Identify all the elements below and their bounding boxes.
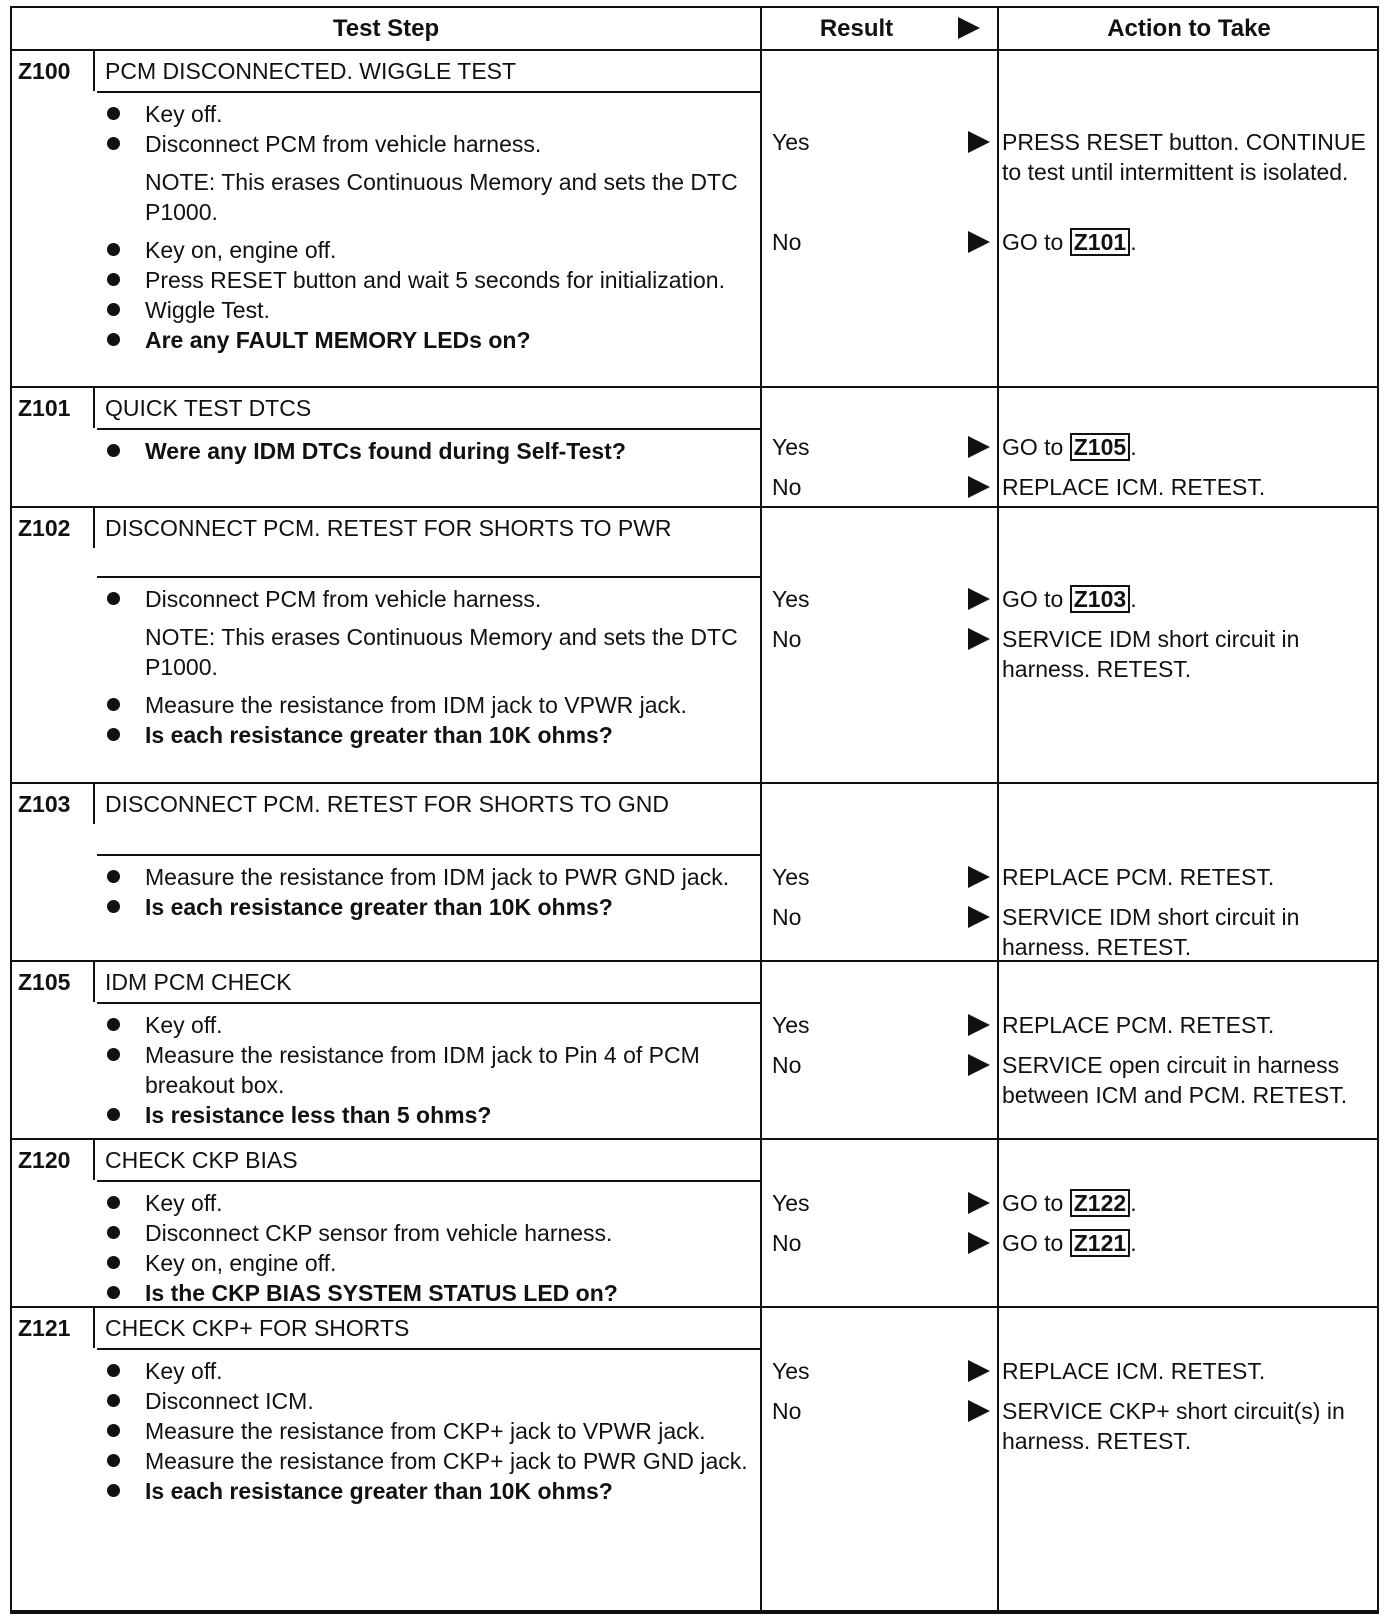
result-label: Yes: [772, 586, 810, 612]
action-prefix: GO to: [1002, 434, 1064, 460]
step-code: Z100: [12, 51, 95, 91]
arrow-icon: [968, 1014, 990, 1036]
result-label: No: [772, 474, 802, 500]
bullet-icon: [107, 1364, 120, 1377]
result-yes: [772, 584, 986, 614]
step-item: [97, 99, 760, 129]
step-list: [97, 862, 760, 922]
result-yes: [772, 432, 986, 462]
test-section: [12, 388, 1377, 508]
step-text: Is the CKP BIAS SYSTEM STATUS LED on?: [145, 1280, 618, 1306]
bullet-icon: [107, 1424, 120, 1437]
result-no: [772, 902, 986, 932]
step-text: Measure the resistance from IDM jack to VPWR jack.: [145, 692, 687, 718]
step-question: [97, 720, 760, 750]
result-yes: [772, 1356, 986, 1386]
arrow-icon: [968, 476, 990, 498]
step-list: [97, 1188, 760, 1308]
arrow-icon: [968, 1054, 990, 1076]
step-item: [97, 1416, 760, 1446]
step-text: Measure the resistance from IDM jack to Pin 4 of PCM breakout box.: [145, 1042, 700, 1098]
step-item: [97, 129, 760, 159]
step-text: Disconnect PCM from vehicle harness.: [145, 131, 542, 157]
table-header: [12, 8, 1377, 51]
step-item: [97, 1446, 760, 1476]
step-reference-link[interactable]: Z101: [1070, 228, 1130, 256]
bullet-icon: [107, 333, 120, 346]
result-no: [772, 1228, 986, 1258]
step-code: Z105: [12, 962, 95, 1002]
action-prefix: GO to: [1002, 1190, 1064, 1216]
step-text: Measure the resistance from CKP+ jack to PWR GND jack.: [145, 1448, 748, 1474]
test-section: [12, 1308, 1377, 1612]
step-question: [97, 436, 760, 466]
arrow-icon: [968, 436, 990, 458]
step-text: Measure the resistance from IDM jack to PWR GND jack.: [145, 864, 730, 890]
bullet-icon: [107, 592, 120, 605]
action-text: REPLACE ICM. RETEST.: [1002, 474, 1266, 500]
step-item: [97, 1356, 760, 1386]
step-item: [97, 690, 760, 720]
action-text: REPLACE PCM. RETEST.: [1002, 864, 1275, 890]
step-code: Z120: [12, 1140, 95, 1180]
step-item: [97, 1188, 760, 1218]
action-text: REPLACE ICM. RETEST.: [1002, 1358, 1266, 1384]
step-reference-link[interactable]: Z105: [1070, 433, 1130, 461]
result-label: No: [772, 1052, 802, 1078]
action-text: SERVICE CKP+ short circuit(s) in harness. RETEST.: [1002, 1398, 1345, 1454]
step-code: Z121: [12, 1308, 95, 1348]
diagnostic-test-table: [10, 6, 1379, 1614]
result-yes: [772, 1188, 986, 1218]
step-note: NOTE: This erases Continuous Memory and sets the DTC P1000.: [145, 624, 738, 680]
result-yes: [772, 1010, 986, 1040]
step-list: [97, 99, 760, 355]
action-text: [1002, 1188, 1372, 1218]
result-label: Yes: [772, 1190, 810, 1216]
arrow-icon: [968, 588, 990, 610]
step-reference-link[interactable]: Z121: [1070, 1229, 1130, 1257]
bullet-icon: [107, 137, 120, 150]
step-question: [97, 1476, 760, 1506]
result-yes: [772, 862, 986, 892]
step-title: QUICK TEST DTCS: [97, 388, 760, 430]
action-text: SERVICE IDM short circuit in harness. RETEST.: [1002, 904, 1300, 960]
step-text: Disconnect CKP sensor from vehicle harness.: [145, 1220, 613, 1246]
result-label: Yes: [772, 864, 810, 890]
step-text: Key on, engine off.: [145, 237, 337, 263]
step-text: Were any IDM DTCs found during Self-Test?: [145, 438, 626, 464]
result-label: No: [772, 1398, 802, 1424]
arrow-icon: [968, 1232, 990, 1254]
step-text: Key off.: [145, 1190, 223, 1216]
step-note: NOTE: This erases Continuous Memory and sets the DTC P1000.: [145, 169, 738, 225]
result-label: Yes: [772, 1358, 810, 1384]
result-no: [772, 227, 986, 257]
step-text: Key on, engine off.: [145, 1250, 337, 1276]
bullet-icon: [107, 1394, 120, 1407]
step-list: [97, 1010, 760, 1130]
result-no: [772, 624, 986, 654]
bullet-icon: [107, 107, 120, 120]
bullet-icon: [107, 444, 120, 457]
action-prefix: GO to: [1002, 1230, 1064, 1256]
arrow-icon: [968, 1360, 990, 1382]
step-text: Press RESET button and wait 5 seconds for initialization.: [145, 267, 725, 293]
action-suffix: .: [1130, 1190, 1137, 1216]
step-text: Key off.: [145, 101, 223, 127]
action-text: [1002, 432, 1372, 462]
arrow-icon: [968, 906, 990, 928]
arrow-icon: [968, 1400, 990, 1422]
step-question: [97, 1278, 760, 1308]
step-item: [97, 235, 760, 265]
result-no: [772, 1396, 986, 1426]
step-code: Z101: [12, 388, 95, 428]
step-question: [97, 325, 760, 355]
header-action: Action to Take: [1107, 15, 1271, 42]
arrow-icon: [958, 17, 980, 39]
bullet-icon: [107, 1048, 120, 1061]
result-yes: [772, 127, 986, 157]
result-label: Yes: [772, 434, 810, 460]
bullet-icon: [107, 1226, 120, 1239]
bullet-icon: [107, 698, 120, 711]
result-label: No: [772, 626, 802, 652]
step-item: [97, 1010, 760, 1040]
header-test-step: Test Step: [332, 15, 440, 42]
step-code: Z102: [12, 508, 95, 548]
test-section: [12, 508, 1377, 784]
step-item: [97, 862, 760, 892]
bullet-icon: [107, 1108, 120, 1121]
bullet-icon: [107, 870, 120, 883]
step-item: [97, 1248, 760, 1278]
action-text: PRESS RESET button. CONTINUE to test until intermittent is isolated.: [1002, 129, 1366, 185]
step-reference-link[interactable]: Z103: [1070, 585, 1130, 613]
step-item: [97, 1040, 760, 1100]
step-text: Is each resistance greater than 10K ohms?: [145, 894, 613, 920]
bullet-icon: [107, 303, 120, 316]
bullet-icon: [107, 243, 120, 256]
arrow-icon: [968, 866, 990, 888]
step-text: Key off.: [145, 1012, 223, 1038]
result-label: Yes: [772, 129, 810, 155]
step-title: CHECK CKP+ FOR SHORTS: [97, 1308, 760, 1350]
bullet-icon: [107, 1286, 120, 1299]
step-list: [97, 584, 760, 750]
arrow-icon: [968, 231, 990, 253]
action-text: SERVICE open circuit in harness between ICM and PCM. RETEST.: [1002, 1052, 1348, 1108]
result-label: No: [772, 904, 802, 930]
step-text: Is resistance less than 5 ohms?: [145, 1102, 492, 1128]
result-label: Yes: [772, 1012, 810, 1038]
bullet-icon: [107, 1018, 120, 1031]
action-text: SERVICE IDM short circuit in harness. RETEST.: [1002, 626, 1300, 682]
result-label: No: [772, 229, 802, 255]
header-result: [762, 8, 997, 49]
arrow-icon: [968, 628, 990, 650]
step-item: [97, 295, 760, 325]
action-text: REPLACE PCM. RETEST.: [1002, 1012, 1275, 1038]
step-text: Measure the resistance from CKP+ jack to VPWR jack.: [145, 1418, 706, 1444]
bullet-icon: [107, 1484, 120, 1497]
action-suffix: .: [1130, 229, 1137, 255]
bullet-icon: [107, 1256, 120, 1269]
step-code: Z103: [12, 784, 95, 824]
step-title: DISCONNECT PCM. RETEST FOR SHORTS TO GND: [97, 784, 760, 856]
step-title: DISCONNECT PCM. RETEST FOR SHORTS TO PWR: [97, 508, 760, 578]
action-suffix: .: [1130, 1230, 1137, 1256]
step-item: [97, 265, 760, 295]
step-text: Disconnect ICM.: [145, 1388, 314, 1414]
step-text: Is each resistance greater than 10K ohms?: [145, 1478, 613, 1504]
test-section: [12, 962, 1377, 1140]
step-title: IDM PCM CHECK: [97, 962, 760, 1004]
action-suffix: .: [1130, 434, 1137, 460]
arrow-icon: [968, 131, 990, 153]
bullet-icon: [107, 900, 120, 913]
bullet-icon: [107, 728, 120, 741]
result-no: [772, 472, 986, 502]
bullet-icon: [107, 273, 120, 286]
step-text: Is each resistance greater than 10K ohms?: [145, 722, 613, 748]
step-item: [97, 1218, 760, 1248]
step-text: Key off.: [145, 1358, 223, 1384]
action-prefix: GO to: [1002, 586, 1064, 612]
test-section: [12, 51, 1377, 388]
result-no: [772, 1050, 986, 1080]
action-text: [1002, 1228, 1372, 1258]
step-text: Are any FAULT MEMORY LEDs on?: [145, 327, 531, 353]
arrow-icon: [968, 1192, 990, 1214]
test-section: [12, 1140, 1377, 1308]
step-list: [97, 436, 760, 466]
step-text: Wiggle Test.: [145, 297, 270, 323]
action-suffix: .: [1130, 586, 1137, 612]
step-item: [97, 1386, 760, 1416]
step-item: [97, 584, 760, 614]
action-text: [1002, 227, 1372, 257]
action-prefix: GO to: [1002, 229, 1064, 255]
step-reference-link[interactable]: Z122: [1070, 1189, 1130, 1217]
step-question: [97, 892, 760, 922]
header-result-label: Result: [819, 15, 894, 42]
bullet-icon: [107, 1196, 120, 1209]
step-title: PCM DISCONNECTED. WIGGLE TEST: [97, 51, 760, 93]
step-title: CHECK CKP BIAS: [97, 1140, 760, 1182]
test-section: [12, 784, 1377, 962]
step-text: Disconnect PCM from vehicle harness.: [145, 586, 542, 612]
result-label: No: [772, 1230, 802, 1256]
step-list: [97, 1356, 760, 1506]
bullet-icon: [107, 1454, 120, 1467]
step-question: [97, 1100, 760, 1130]
action-text: [1002, 584, 1372, 614]
